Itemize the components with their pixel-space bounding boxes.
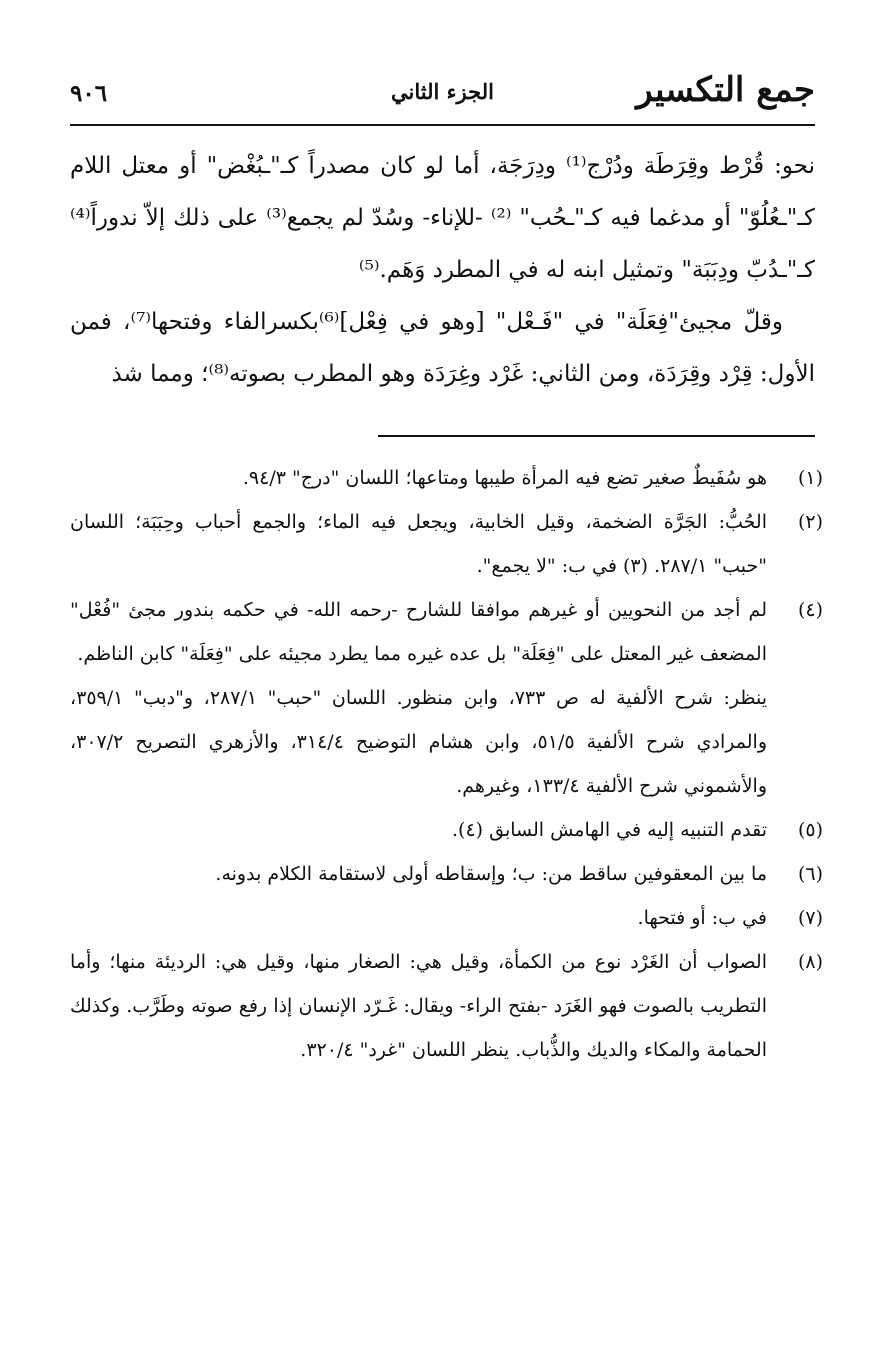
footnote: [70, 456, 823, 500]
main-paragraph: وقلّ مجيئ"فِعَلَة" في "فَـعْل" [وهو في فِعْل]⁽⁶⁾بكسرالفاء وفتحها⁽⁷⁾، فمن الأول: قِرْد وقِرَدَة، ومن الثاني: غَرْد وغِرَدَة وهو المطرب بصوته⁽⁸⁾؛ ومما شذ: [70, 309, 815, 387]
footnote: [70, 896, 823, 940]
footnote-text: ما بين المعقوفين ساقط من: ب؛ وإسقاطه أولى لاستقامة الكلام بدونه.: [215, 863, 767, 885]
footnote-number: (٨): [797, 951, 823, 973]
footnote: [70, 500, 823, 588]
header-title: جمع التكسير: [636, 70, 815, 110]
footnote-text: لم أجد من النحويين أو غيرهم موافقا للشارح -رحمه الله- في حكمه بندور مجئ "فُعْل" المضعف غير المعتل على "فِعَلَة" بل عده غيره مما يطرد مجيئه على "فِعَلَة" كابن الناظم.: [70, 599, 767, 665]
footnote-number: (٢): [797, 511, 823, 533]
header-divider: [70, 124, 815, 126]
footnote: [70, 852, 823, 896]
footnote-number: (٤): [797, 599, 823, 621]
footnote-text: في ب: أو فتحها.: [637, 907, 767, 929]
footnote-text: الحُبُّ: الجَرَّة الضخمة، وقيل الخابية، ويجعل فيه الماء؛ والجمع أحباب وحِبَبَة؛ اللسان "حبب" ٢٨٧/١. (٣) في ب: "لا يجمع".: [70, 511, 767, 577]
page-header: [70, 68, 815, 124]
footnote-number: (٦): [797, 863, 823, 885]
footnote-number: (٥): [797, 819, 823, 841]
footnote-number: (٧): [797, 907, 823, 929]
footnote-divider: [378, 435, 815, 437]
footnote: [70, 808, 823, 852]
page-number: ٩٠٦: [70, 80, 108, 107]
footnote-text: الصواب أن الغَرْد نوع من الكمأة، وقيل هي: الصغار منها، وقيل هي: الرديئة منها؛ وأما التطريب بالصوت فهو الغَرَد -بفتح الراء- ويقال: غَـرّد الإنسان إذا رفع صوته وطَرَّب. وكذلك الحمامة والمكاء والديك والذُّباب. ينظر اللسان "غرد" ٣٢٠/٤.: [70, 951, 767, 1061]
footnote-text: تقدم التنبيه إليه في الهامش السابق (٤).: [451, 819, 767, 841]
footnote-continuation: ينظر: شرح الألفية له ص ٧٣٣، وابن منظور. اللسان "حبب" ٢٨٧/١، و"دبب" ٣٥٩/١، والمرادي شرح الألفية ٥١/٥، وابن هشام التوضيح ٣١٤/٤، والأزهري التصريح ٣٠٧/٢، والأشموني شرح الألفية ١٣٣/٤، وغيرهم.: [70, 687, 767, 797]
footnote: [70, 940, 823, 1072]
footnote-text: هو سُفَيطٌ صغير تضع فيه المرأة طيبها ومتاعها؛ اللسان "درج" ٩٤/٣.: [242, 467, 767, 489]
main-paragraph: نحو: قُرْط وقِرَطَة ودُرْج⁽¹⁾ ودِرَجَة، أما لو كان مصدراً كـ"ـبُغْض" أو معتل اللام كـ"ـعُلُوّ" أو مدغما فيه كـ"ـحُب" ⁽²⁾ -للإناء- وسُدّ لم يجمع⁽³⁾ على ذلك إلاّ ندوراً⁽⁴⁾ كـ"ـدُبّ ودِبَبَة" وتمثيل ابنه له في المطرد وَهَم.⁽⁵⁾: [70, 153, 816, 283]
footnote: [70, 588, 823, 676]
header-part: الجزء الثاني: [391, 79, 494, 104]
footnote-number: (١): [797, 467, 823, 489]
footnotes: [70, 456, 823, 1072]
main-text: [70, 140, 815, 400]
